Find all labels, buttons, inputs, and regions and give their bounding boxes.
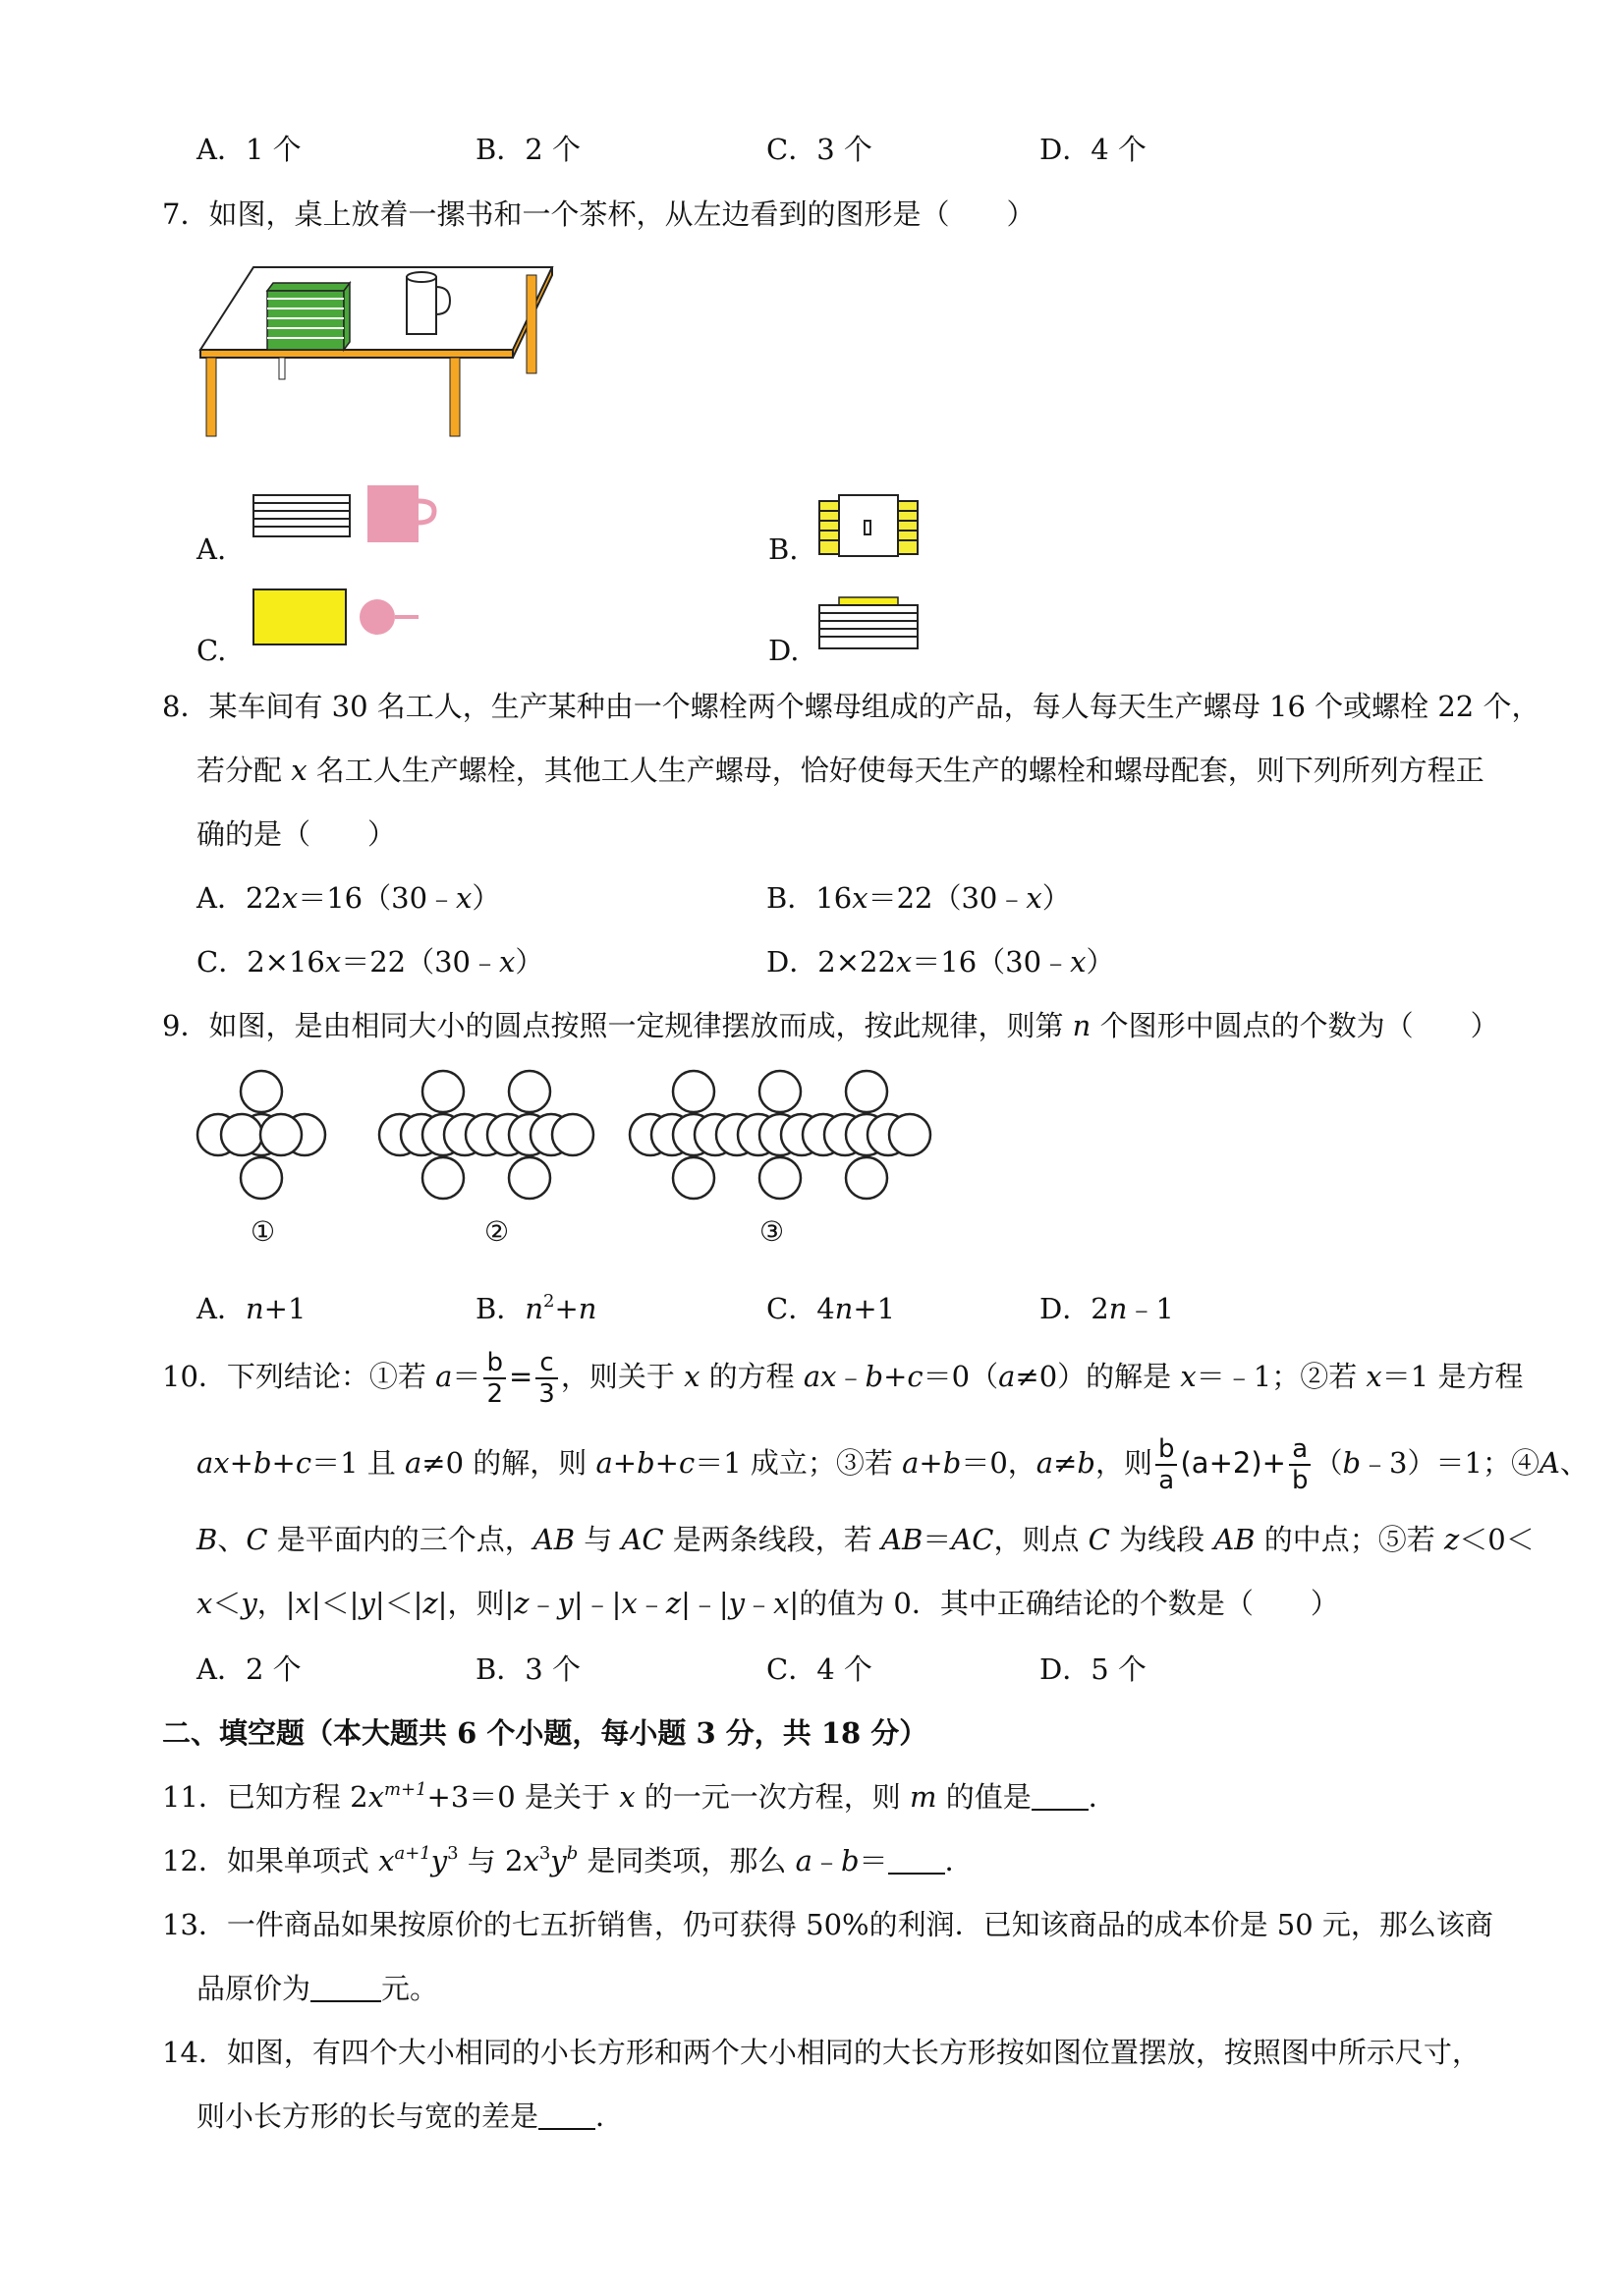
q10-fraction-b-2: $\frac{b}{2}$ [483, 1348, 506, 1409]
q14-line2: 则小长方形的长与宽的差是 ． [196, 2100, 625, 2133]
q9-label-1: ① [251, 1215, 276, 1248]
table-figure [196, 263, 560, 440]
q14-line1: 14．如图，有四个大小相同的小长方形和两个大小相同的大长方形按如图位置摆放，按照图中所示尺寸， [162, 2036, 1481, 2069]
q12-answer-blank[interactable] [888, 1847, 945, 1875]
q8-option-a: A．22x＝16（30﹣x） [196, 881, 501, 915]
q7-option-a-label: A. [196, 532, 227, 566]
q9-option-a: A．n+1 [196, 1292, 307, 1325]
q7-option-c-label: C. [196, 634, 227, 667]
q10-option-c: C．4 个 [766, 1652, 872, 1686]
q9-option-b: B．$n^2+n$ [476, 1291, 597, 1325]
q8-line1: 8．某车间有 30 名工人，生产某种由一个螺栓两个螺母组成的产品，每人每天生产螺母 16 个或螺栓 22 个， [162, 690, 1540, 723]
q12-text: 12．如果单项式 $x^{a+1}y^3$ 与 $2x^3y^b$ 是同类项，那么 a﹣b＝ ． [162, 1843, 974, 1877]
q6-option-d: D．4 个 [1039, 133, 1147, 166]
q8-option-c: C．2×16x＝22（30﹣x） [196, 945, 544, 979]
q14-answer-blank[interactable] [538, 2102, 595, 2130]
q11-answer-blank[interactable] [1032, 1783, 1089, 1811]
book-stack [267, 283, 350, 350]
q9-label-3: ③ [759, 1215, 785, 1248]
q7-option-a-figure [252, 481, 448, 550]
q10-fraction-a-b: $\frac{a}{b}$ [1289, 1434, 1312, 1495]
q6-option-a: A．1 个 [196, 133, 302, 166]
q13-line2: 品原价为 元。 [196, 1972, 439, 2005]
q11-text: 11．已知方程 $2x^{m+1}+3=0$ 是关于 x 的一元一次方程，则 m 的值是 ． [162, 1779, 1117, 1814]
q9-option-d: D．2n﹣1 [1039, 1292, 1174, 1325]
q7-option-d-figure [817, 595, 925, 654]
q8-option-d: D．2×22x＝16（30﹣x） [766, 945, 1115, 979]
q10-option-b: B．3 个 [476, 1652, 581, 1686]
q7-text: 7．如图，桌上放着一摞书和一个茶杯，从左边看到的图形是（ ） [162, 197, 1035, 231]
q10-fraction-b-a: $\frac{b}{a}$ [1155, 1434, 1178, 1495]
q8-line3: 确的是（ ） [196, 817, 397, 851]
q10-fraction-c-3: $\frac{c}{3}$ [535, 1348, 558, 1409]
q9-text: 9．如图，是由相同大小的圆点按照一定规律摆放而成，按此规律，则第 n 个图形中圆点的个数为（ ） [162, 1009, 1499, 1042]
q10-option-d: D．5 个 [1039, 1652, 1147, 1686]
q9-option-c: C．4n+1 [766, 1292, 896, 1325]
q10-line4: x＜y，|x|＜|y|＜|z|，则|z﹣y|﹣|x﹣z|﹣|y﹣x|的值为 0．其中正确结论的个数是（ ） [196, 1587, 1339, 1620]
q6-option-c: C．3 个 [766, 133, 872, 166]
section-heading: 二、填空题（本大题共 6 个小题，每小题 3 分，共 18 分） [162, 1716, 928, 1750]
q7-option-b-label: B. [768, 532, 799, 566]
q10-line2: ax+b+c＝1 且 a≠0 的解，则 a+b+c＝1 成立；③若 a+b＝0，a≠b，则 $\frac{b}{a}$ (a+2)+ $\frac{a}{b}$ （b﹣3）＝1；④A、 [196, 1434, 1589, 1495]
q9-figure [193, 1069, 949, 1246]
q7-option-b-figure [817, 491, 925, 560]
q7-option-c-figure [252, 588, 438, 650]
q8-option-b: B．16x＝22（30﹣x） [766, 881, 1071, 915]
q13-answer-blank[interactable] [310, 1975, 381, 2002]
q6-option-b: B．2 个 [476, 133, 581, 166]
q10-option-a: A．2 个 [196, 1652, 302, 1686]
q13-line1: 13．一件商品如果按原价的七五折销售，仍可获得 50%的利润．已知该商品的成本价是 50 元，那么该商 [162, 1908, 1493, 1941]
q8-line2: 若分配 x 名工人生产螺栓，其他工人生产螺母，恰好使每天生产的螺栓和螺母配套，则下列所列方程正 [196, 754, 1484, 787]
q7-option-d-label: D. [768, 634, 800, 667]
q10-line1: 10．下列结论：①若 a＝ $\frac{b}{2}$ = $\frac{c}{3}$ ，则关于 x 的方程 ax﹣b+c＝0（a≠0）的解是 x＝﹣1；②若 x＝1 是方程 [162, 1348, 1524, 1409]
q10-line3: B、C 是平面内的三个点，AB 与 AC 是两条线段，若 AB＝AC，则点 C 为线段 AB 的中点；⑤若 z＜0＜ [196, 1523, 1535, 1556]
q9-label-2: ② [484, 1215, 510, 1248]
